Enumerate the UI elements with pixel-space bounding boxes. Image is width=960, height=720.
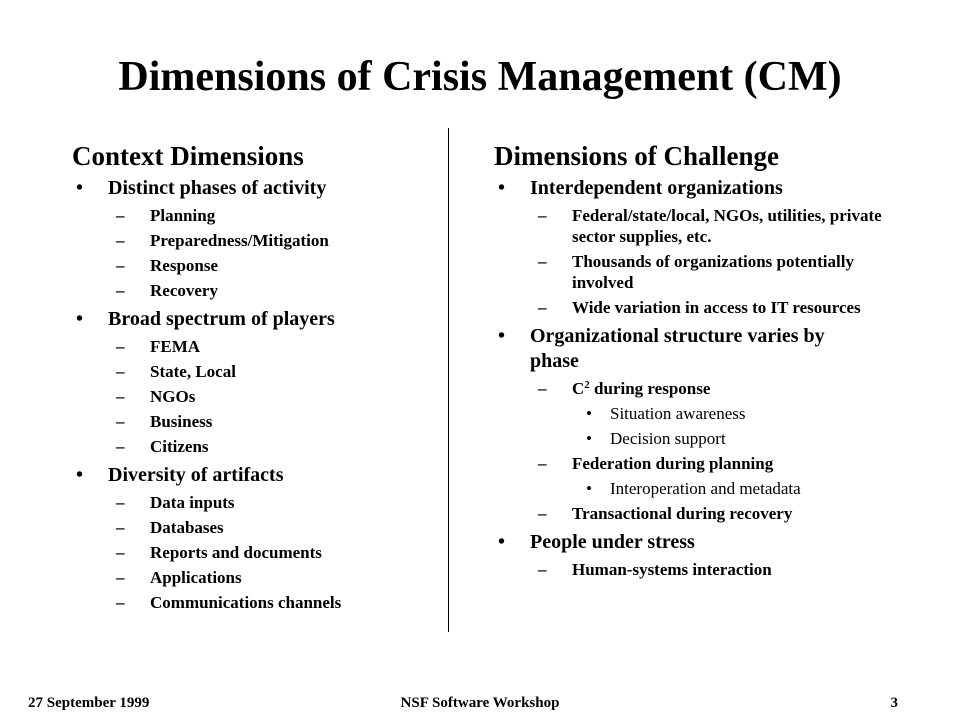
sub-bullet: – Federation during planning [494,453,914,474]
bullet-interdependent: • Interdependent organizations [494,176,914,201]
sub-bullet: – Recovery [72,280,444,301]
bullet-artifacts: • Diversity of artifacts [72,463,444,488]
c2-rest: during response [589,379,711,398]
sub-bullet: – Human-systems interaction [494,559,914,580]
sub-bullet: – Databases [72,517,444,538]
sub-bullet: – Applications [72,567,444,588]
sub-bullet: – Transactional during recovery [494,503,914,524]
bullet-players: • Broad spectrum of players [72,307,444,332]
sub-bullet: – NGOs [72,386,444,407]
challenge-dimensions-column [494,140,914,580]
context-dimensions-heading: Context Dimensions [72,141,304,171]
challenge-dimensions-heading: Dimensions of Challenge [494,141,780,171]
footer-event: NSF Software Workshop [400,695,560,711]
sub-bullet: – Federal/state/local, NGOs, utilities, private sector supplies, etc. [494,205,914,247]
sub-sub-bullet: • Situation awareness [494,403,914,424]
sub-sub-bullet: • Interoperation and metadata [494,478,914,499]
bullet-stress: • People under stress [494,530,914,555]
sub-bullet: – FEMA [72,336,444,357]
column-divider [448,128,449,632]
footer-date: 27 September 1999 [28,695,150,711]
bullet-phases: • Distinct phases of activity [72,176,444,201]
sub-bullet: – Wide variation in access to IT resources [494,297,914,318]
sub-bullet: – Preparedness/Mitigation [72,230,444,251]
sub-bullet: – Reports and documents [72,542,444,563]
sub-bullet: – Citizens [72,436,444,457]
c2-superscript: 2 [584,379,590,391]
sub-bullet: – Planning [72,205,444,226]
sub-bullet-c2 [494,378,914,399]
sub-bullet: – Business [72,411,444,432]
bullet-org-structure: • Organizational structure varies by phase [494,324,914,374]
challenge-dimensions-list [494,176,914,580]
sub-bullet: – Data inputs [72,492,444,513]
slide-title: Dimensions of Crisis Management (CM) [118,54,842,100]
context-dimensions-column [72,140,444,613]
sub-bullet: – Thousands of organizations potentially involved [494,251,914,293]
context-dimensions-list [72,176,444,613]
sub-sub-bullet: • Decision support [494,428,914,449]
c2-base: C [572,379,585,398]
sub-bullet: – Response [72,255,444,276]
sub-bullet: – State, Local [72,361,444,382]
sub-bullet: – Communications channels [72,592,444,613]
footer-page-number: 3 [890,695,898,711]
